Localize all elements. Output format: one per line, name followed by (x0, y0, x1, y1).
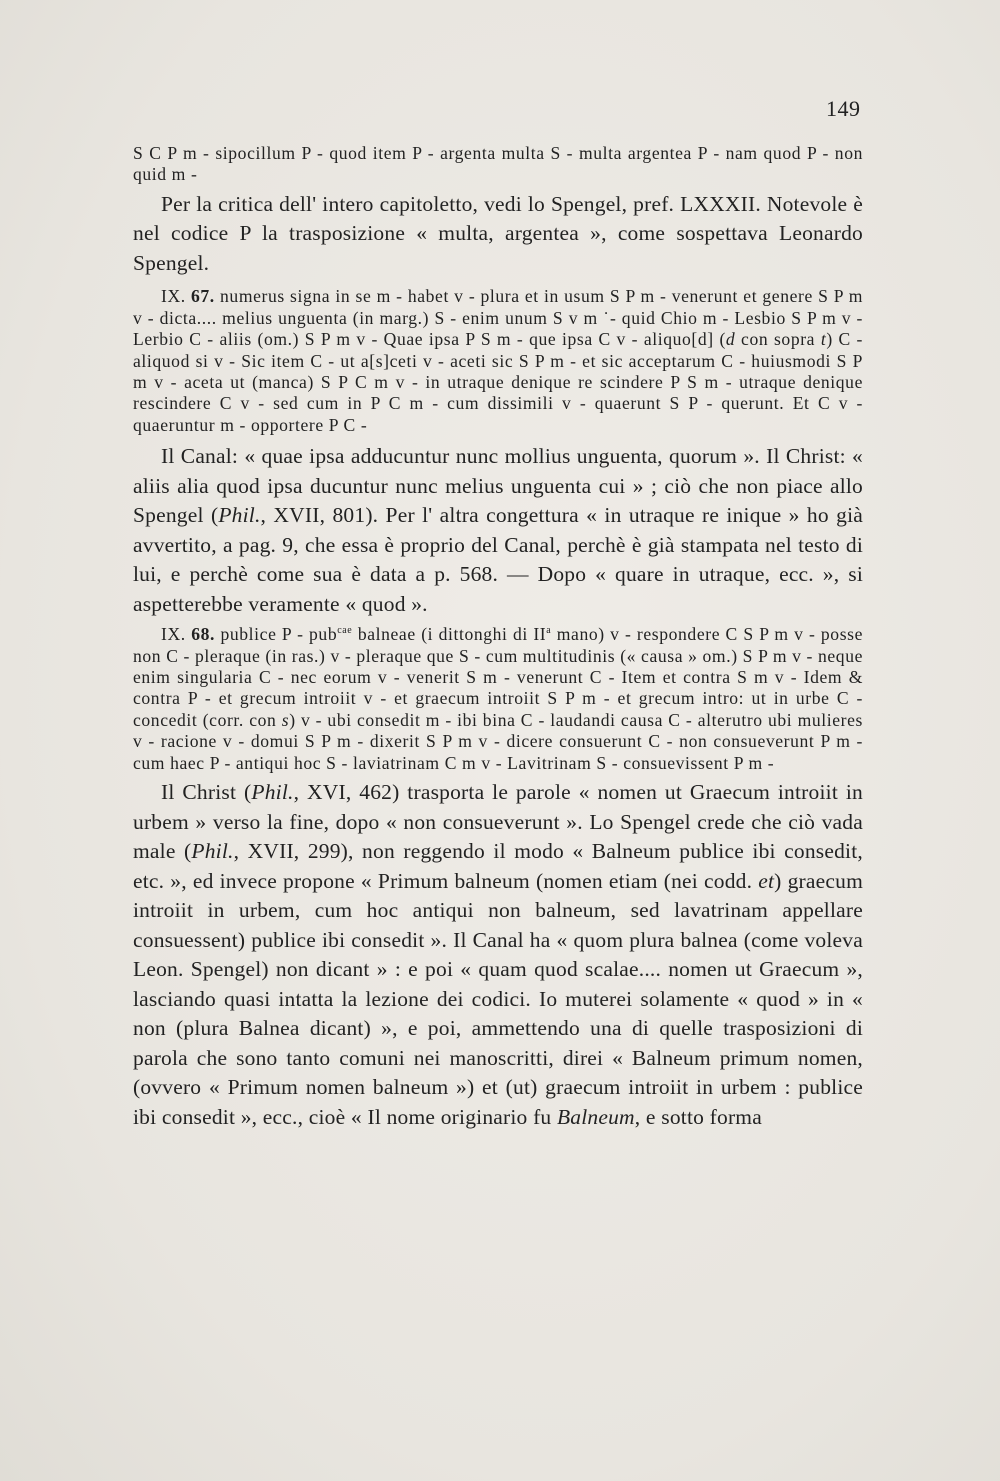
commentary-paragraph-2 (133, 442, 863, 619)
apparatus-text: S C P m - sipocillum P - quod item P - argenta multa S - multa argentea P - nam quod P - non quid m - (133, 143, 863, 185)
section-number: 67. (191, 286, 215, 307)
chapter-label: IX. (161, 286, 186, 307)
page-number: 149 (826, 96, 861, 121)
commentary-paragraph-3 (133, 778, 863, 1132)
journal-abbrev: Phil. (251, 780, 294, 804)
page-body (133, 143, 863, 1132)
apparatus-block-2 (133, 286, 863, 436)
apparatus-block-1 (133, 143, 863, 186)
section-number: 68. (191, 624, 216, 645)
apparatus-text: IX. 67. numerus signa in se m - habet v - plura et in usum S P m - venerunt et genere S P m v - dicta.... melius unguenta (in marg.) S - enim unum S v m ˙- quid Chio m - Lesbio S P m v - Lerbio C - aliis (om.) S P m v - Quae ipsa P S m - que ipsa C v - aliquo[d] (d con sopra t) C - aliquod si v - Sic item C - ut a[s]ceti v - aceti sic S P m - et sic acceptarum C - huiusmodi S P m v - aceta ut (manca) S P C m v - in utraque denique re scindere P S m - utraque denique rescindere C v - sed cum in P C m - cum dissimili v - quaerunt S P - querunt. Et C v - quaeruntur m - opportere P C - (133, 286, 864, 435)
commentary-text: Il Canal: « quae ipsa adducuntur nunc mollius unguenta, quorum ». Il Christ: « aliis alia quod ipsa ducuntur nunc melius unguenta cui » ; ciò che non piace allo Spengel (Phil., XVII, 801). Per l' altra congettura « in utraque re inique » ho già avvertito, a pag. 9, che essa è proprio del Canal, perchè è già stampata nel testo di lui, e perchè come sua è data a p. 568. — Dopo « quare in utraque, ecc. », si aspetterebbe veramente « quod ». (133, 444, 863, 616)
commentary-text: Il Christ (Phil., XVI, 462) trasporta le parole « nomen ut Graecum introiit in urbem » verso la fine, dopo « non consueverunt ». Lo Spengel crede che ciò vada male (Phil., XVII, 299), non reggendo il modo « Balneum publice ibi consedit, etc. », ed invece propone « Primum balneum (nomen etiam (nei codd. et) graecum introiit in urbem, cum hoc antiqui non balneum, sed lavatrinam appellare consuessent) publice ibi consedit ». Il Canal ha « quom plura balnea (come voleva Leon. Spengel) non dicant » : e poi « quam quod scalae.... nomen ut Graecum », lasciando quasi intatta la lezione dei codici. Io muterei solamente « quod » in « non (plura Balnea dicant) », e poi, ammettendo una di quelle trasposizioni di parola che sono tanto comuni nei manoscritti, direi « Balneum primum nomen, (ovvero « Primum nomen balneum ») et (ut) graecum introiit in urbem : publice ibi consedit », ecc., cioè « Il nome originario fu Balneum, e sotto forma (133, 780, 863, 1129)
journal-abbrev: Phil. (191, 839, 234, 863)
apparatus-text: IX. 68. publice P - pub$^{cae}$ balneae (i dittonghi di $II^a$ mano) v - respondere C S P m v - posse non C - pleraque (in ras.) v - pleraque que S - cum multitudinis (« causa » om.) S P m v - neque enim singularia C - nec eorum v - venerit S m - venerunt C - Item et contra S m v - Idem & contra P - et grecum introiit v - et graecum introiit S P m - et grecum intro: ut in urbe C - concedit (corr. con s) v - ubi consedit m - ibi bina C - laudandi causa C - alterutro ubi mulieres v - racione v - domui S P m - dixerit S P m v - dicere consuerunt C - non consueverunt P m - cum haec P - antiqui hoc S - laviatrinam C m v - Lavitrinam S - consuevissent P m - (133, 624, 863, 773)
journal-abbrev: Phil. (218, 503, 261, 528)
apparatus-block-3 (133, 624, 863, 774)
commentary-paragraph-1 (133, 190, 863, 279)
chapter-label: IX. (161, 624, 186, 645)
commentary-text: Per la critica dell' intero capitoletto, vedi lo Spengel, pref. LXXXII. Notevole è nel codice P la trasposizione « multa, argentea », come sospettava Leonardo Spengel. (133, 191, 863, 275)
